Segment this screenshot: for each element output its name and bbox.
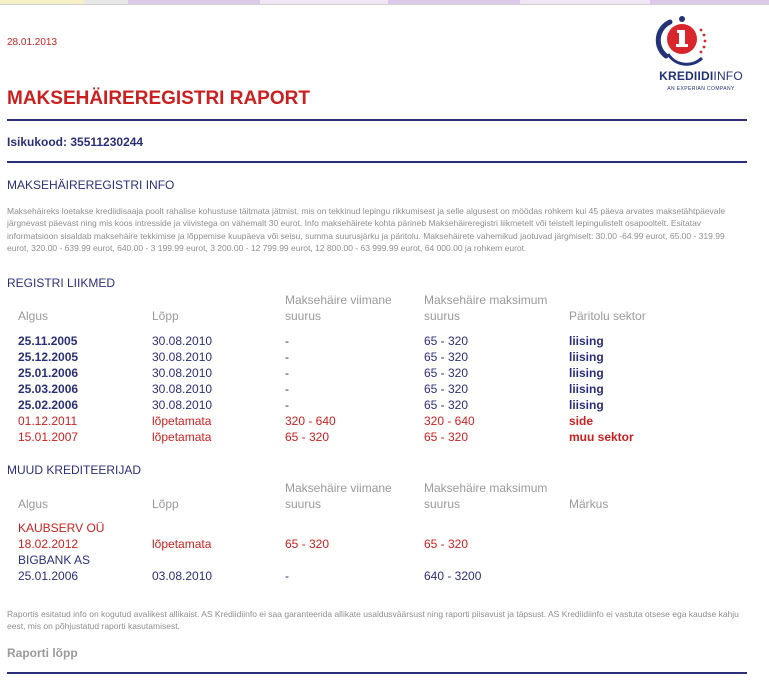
page-title: MAKSEHÄIREREGISTRI RAPORT	[7, 88, 310, 109]
row-sector: side	[569, 414, 594, 428]
others-heading: MUUD KREDITEERIJAD	[7, 463, 142, 477]
col-header-end: Lõpp	[152, 309, 179, 323]
col-header-max-size: Maksehäire maksimum suurus	[424, 293, 548, 323]
row-last-size: -	[285, 350, 289, 364]
row-last-size: -	[285, 569, 289, 583]
col-header-max-size: Maksehäire maksimum suurus	[424, 481, 548, 511]
divider	[7, 119, 747, 121]
row-max-size: 65 - 320	[424, 382, 469, 396]
row-end-date: lõpetamata	[152, 537, 212, 551]
logo-tagline: AN EXPERIAN COMPANY	[667, 86, 735, 92]
row-sector: liising	[569, 350, 604, 364]
col-header-start: Algus	[18, 497, 49, 511]
row-max-size: 65 - 320	[424, 366, 469, 380]
col-header-end: Lõpp	[152, 497, 179, 511]
info-heading: MAKSEHÄIREREGISTRI INFO	[7, 178, 175, 192]
row-start-date: 25.11.2005	[18, 334, 78, 348]
row-max-size: 640 - 3200	[424, 569, 482, 583]
row-end-date: 30.08.2010	[152, 398, 213, 412]
row-sector: liising	[569, 398, 604, 412]
row-sector: liising	[569, 334, 604, 348]
row-end-date: lõpetamata	[152, 414, 212, 428]
row-last-size: -	[285, 382, 289, 396]
row-start-date: 25.02.2006	[18, 398, 79, 412]
row-end-date: 30.08.2010	[152, 382, 213, 396]
row-last-size: -	[285, 398, 289, 412]
row-end-date: 30.08.2010	[152, 366, 213, 380]
row-sector: liising	[569, 366, 604, 380]
report-date: 28.01.2013	[7, 37, 58, 48]
row-max-size: 65 - 320	[424, 430, 469, 444]
row-start-date: 25.01.2006	[18, 569, 79, 583]
row-max-size: 320 - 640	[424, 414, 475, 428]
row-start-date: 18.02.2012	[18, 537, 79, 551]
col-header-start: Algus	[18, 309, 49, 323]
info-text: Maksehäireks loetakse krediidisaaja poolt rahalise kohustuse täitmata jätmist, mis on tekkinud lepingu rikkumisest ja selle algusest on möödas rohkem kui 45 päeva arvates maksetähtpäevale järgnevast päevast ning mis koos intresside ja viivistega on vähemalt 30 eurot. Info maksehäirete kohta pärineb Maksehäireregistri liikmetelt või teistelt lepingulistelt osapooltelt. Esitatav informatsioon sisaldab maksehäire tekkimise ja lõppemise kuupäeva või seisu, summa suurusjärku ja päritolu. Maksehäirete vahemikud jaotuvad järgmiselt: 30.00 -64.99 eurot, 65.00 - 319.99 eurot, 320.00 - 639.99 eurot, 640.00 - 3 199.99 eurot, 3 200.00 - 12 799.99 eurot, 12 800.00 - 63 999.99 eurot, 64 000.00 ja rohkem eurot.	[7, 206, 726, 254]
report-end: Raporti lõpp	[7, 646, 78, 660]
creditor-name: BIGBANK AS	[18, 553, 91, 567]
row-end-date: 03.08.2010	[152, 569, 213, 583]
row-last-size: -	[285, 334, 289, 348]
row-start-date: 25.01.2006	[18, 366, 79, 380]
kreediidiinfo-logo-icon	[646, 12, 756, 68]
divider	[7, 161, 747, 163]
row-end-date: 30.08.2010	[152, 334, 213, 348]
row-max-size: 65 - 320	[424, 350, 469, 364]
row-max-size: 65 - 320	[424, 398, 469, 412]
row-last-size: 65 - 320	[285, 430, 330, 444]
browser-frame-strip	[0, 0, 769, 5]
row-end-date: 30.08.2010	[152, 350, 213, 364]
row-sector: muu sektor	[569, 430, 634, 444]
person-id: Isikukood: 35511230244	[7, 135, 144, 149]
row-last-size: -	[285, 366, 289, 380]
row-start-date: 01.12.2011	[18, 414, 78, 428]
row-max-size: 65 - 320	[424, 334, 469, 348]
row-last-size: 65 - 320	[285, 537, 330, 551]
row-max-size: 65 - 320	[424, 537, 469, 551]
divider	[7, 672, 747, 674]
members-heading: REGISTRI LIIKMED	[7, 276, 116, 290]
col-header-sector: Päritolu sektor	[569, 309, 646, 323]
creditor-name: KAUBSERV OÜ	[18, 521, 105, 535]
row-sector: liising	[569, 382, 604, 396]
row-start-date: 15.01.2007	[18, 430, 79, 444]
company-logo	[646, 12, 756, 94]
row-start-date: 25.03.2006	[18, 382, 79, 396]
logo-wordmark: KREDIIDIINFO	[659, 69, 743, 83]
col-header-last-size: Maksehäire viimane suurus	[285, 481, 392, 511]
row-start-date: 25.12.2005	[18, 350, 79, 364]
row-last-size: 320 - 640	[285, 414, 336, 428]
row-end-date: lõpetamata	[152, 430, 212, 444]
col-header-last-size: Maksehäire viimane suurus	[285, 293, 392, 323]
col-header-note: Märkus	[569, 497, 609, 511]
disclaimer-text: Raportis esitatud info on kogutud avalikest allikaist. AS Krediidiinfo ei saa garanteerida allikate usaldusväärsust ning raporti piisavust ja täpsust. AS Krediidiinfo ei vastuta otsese ega kaudse kahju eest, mis on põhjustatud raporti kasutamisest.	[7, 609, 739, 632]
